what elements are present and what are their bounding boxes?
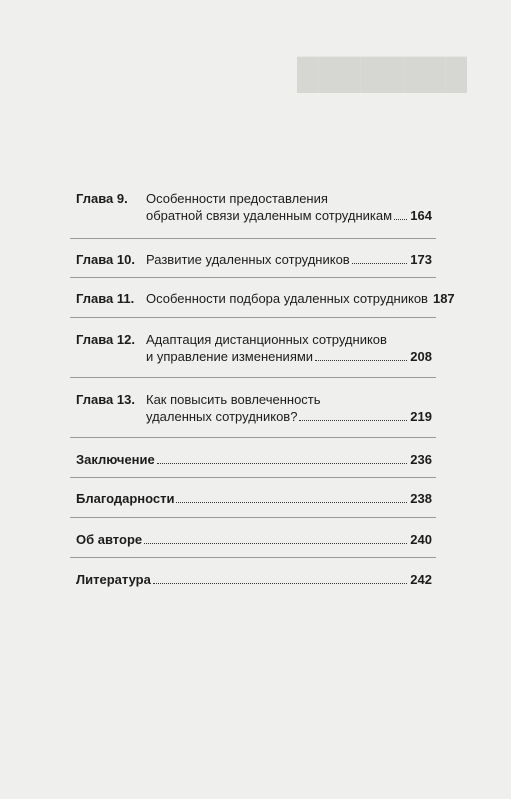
toc-entry-chapter-9[interactable] <box>76 190 432 230</box>
chapter-label: Глава 11. <box>76 291 135 306</box>
dot-leader <box>157 462 408 464</box>
chapter-title-line2: и управление изменениями <box>146 349 314 364</box>
divider <box>70 377 436 378</box>
bleed-through-title: ████████ <box>296 58 467 91</box>
chapter-title: Развитие удаленных сотрудников <box>146 252 350 267</box>
dot-leader <box>299 419 407 421</box>
chapter-title-line1: Адаптация дистанционных сотрудников <box>146 332 387 347</box>
chapter-label: Глава 13. <box>76 392 135 407</box>
divider <box>70 437 436 438</box>
divider <box>70 238 436 239</box>
page-number: 240 <box>410 532 432 547</box>
section-title: Заключение <box>76 452 155 467</box>
chapter-title-line1: Особенности предоставления <box>146 191 328 206</box>
page-number: 238 <box>410 491 432 506</box>
toc-entry-references[interactable] <box>76 571 432 591</box>
section-title: Благодарности <box>76 491 175 506</box>
dot-leader <box>153 582 407 584</box>
page-number: 208 <box>410 349 432 364</box>
dot-leader <box>394 218 407 220</box>
chapter-title-line1: Как повысить вовлеченность <box>146 392 321 407</box>
chapter-label: Глава 10. <box>76 252 135 267</box>
toc-entry-chapter-10[interactable] <box>76 251 432 271</box>
page-number: 236 <box>410 452 432 467</box>
section-title: Об авторе <box>76 532 143 547</box>
divider <box>70 557 436 558</box>
page-number: 164 <box>410 208 432 223</box>
dot-leader <box>176 501 407 503</box>
toc-entry-acknowledgments[interactable] <box>76 490 432 510</box>
chapter-label: Глава 12. <box>76 332 135 347</box>
divider <box>70 477 436 478</box>
chapter-title-line2: удаленных сотрудников? <box>146 409 298 424</box>
toc-entry-conclusion[interactable] <box>76 451 432 471</box>
toc-entry-chapter-11[interactable] <box>76 290 455 310</box>
chapter-title-line2: обратной связи удаленным сотрудникам <box>146 208 393 223</box>
page-number: 173 <box>410 252 432 267</box>
chapter-title: Особенности подбора удаленных сотрудников <box>146 291 428 306</box>
chapter-label: Глава 9. <box>76 191 128 206</box>
dot-leader <box>144 542 407 544</box>
dot-leader <box>315 359 407 361</box>
divider <box>70 517 436 518</box>
page-number: 187 <box>432 291 455 306</box>
page-number: 242 <box>410 572 432 587</box>
toc-entry-chapter-13[interactable] <box>76 391 432 431</box>
page-number: 219 <box>410 409 432 424</box>
dot-leader <box>352 262 408 264</box>
toc-entry-about-author[interactable] <box>76 531 432 551</box>
divider <box>70 317 436 318</box>
divider <box>70 277 436 278</box>
toc-entry-chapter-12[interactable] <box>76 331 432 371</box>
section-title: Литература <box>76 572 151 587</box>
